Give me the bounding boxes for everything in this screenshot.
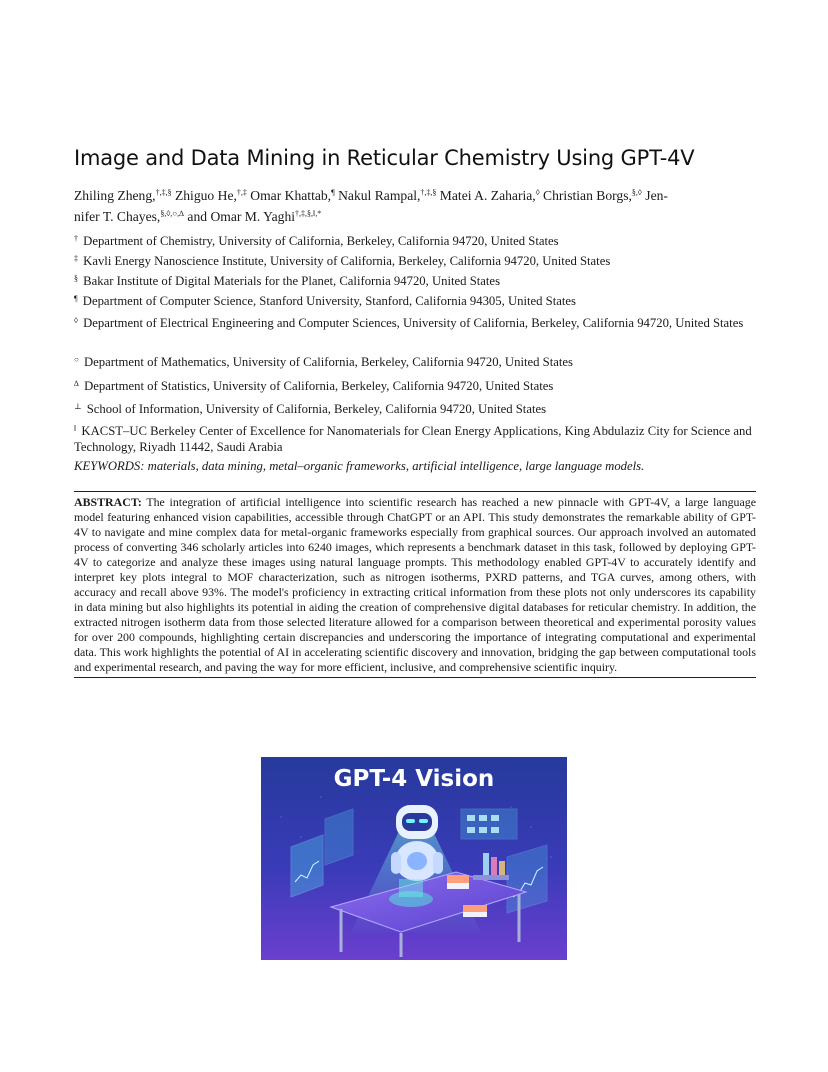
author-list: [74, 184, 756, 226]
affiliation: ⊥ School of Information, University of California, Berkeley, California 94720, United States: [74, 402, 547, 416]
author: Zhiling Zheng,†,‡,§: [74, 188, 172, 203]
gpt4-vision-illustration: [261, 757, 567, 960]
author: Christian Borgs,§,◊: [539, 188, 642, 203]
author: nifer T. Chayes,§,◊,○,∆: [74, 209, 185, 224]
affiliation: † Department of Chemistry, University of California, Berkeley, California 94720, United States: [74, 234, 559, 248]
abstract: [74, 491, 756, 678]
author: and Omar M. Yaghi$^{\dagger,\ddagger,\S,ǁ,*}$: [184, 209, 322, 224]
affiliation: ¶ Department of Computer Science, Stanford University, Stanford, California 94305, United States: [74, 294, 576, 308]
abstract-text: The integration of artificial intelligence into scientific research has reached a new pinnacle with GPT-4V, a large language model featuring enhanced vision capabilities, accessible through ChatGPT or an API. This study demonstrates the remarkable ability of GPT-4V to navigate and mine complex data for metal-organic frameworks especially from graphical sources. Our approach involved an automated process of converting 346 scholarly articles into 6240 images, which represents a benchmark dataset in this task, followed by deploying GPT-4V to categorize and analyze these images using natural language prompts. This methodology enabled GPT-4V to accurately identify and interpret key plots integral to MOF characterization, such as nitrogen isotherms, PXRD patterns, and TGA curves, among others, with accuracy and recall above 93%. The model's proficiency in extracting critical information from these plots not only underscores its capability in data mining but also highlights its potential in aiding the creation of comprehensive digital databases for reticular chemistry. In addition, the extracted nitrogen isotherm data from those selected literature allowed for a comparison between theoretical and experimental porosity values for over 200 compounds, highlighting certain discrepancies and underscoring the importance of integrating computational and experimental data. This work highlights the potential of AI in accelerating scientific discovery and innovation, bridging the gap between computational tools and experimental research, and paving the way for more efficient, inclusive, and comprehensive scientific inquiry.: [74, 495, 756, 674]
keywords: KEYWORDS: materials, data mining, metal–organic frameworks, artificial intelligence, large language models.: [74, 459, 645, 473]
paper-title: Image and Data Mining in Reticular Chemistry Using GPT-4V: [74, 146, 695, 170]
author: Jen-: [641, 188, 668, 203]
affiliation: § Bakar Institute of Digital Materials for the Planet, California 94720, United States: [74, 274, 501, 288]
affiliation: ∆ Department of Statistics, University of California, Berkeley, California 94720, United States: [74, 379, 554, 393]
affiliation: ‡ Kavli Energy Nanoscience Institute, University of California, Berkeley, California 94720, United States: [74, 254, 611, 268]
author: Zhiguo He,†,‡: [171, 188, 247, 203]
toc-graphic: [261, 757, 567, 960]
author-line-1: [74, 184, 756, 205]
banner-title: GPT-4 Vision: [333, 766, 495, 792]
affiliation: $^ǁ$ KACST–UC Berkeley Center of Excellence for Nanomaterials for Clean Energy Applications, King Abdulaziz City for Science and Technology, Riyadh 11442, Saudi Arabia: [74, 424, 752, 454]
affiliation: ◊ Department of Electrical Engineering and Computer Sciences, University of California, Berkeley, California 94720, United States: [74, 316, 744, 330]
author: Nakul Rampal,†,‡,§: [334, 188, 437, 203]
abstract-label: ABSTRACT:: [74, 495, 142, 509]
affiliation: ○ Department of Mathematics, University of California, Berkeley, California 94720, United States: [74, 355, 573, 369]
author: Matei A. Zaharia,◊: [436, 188, 540, 203]
author: Omar Khattab,¶: [246, 188, 335, 203]
author-line-2: [74, 205, 756, 226]
